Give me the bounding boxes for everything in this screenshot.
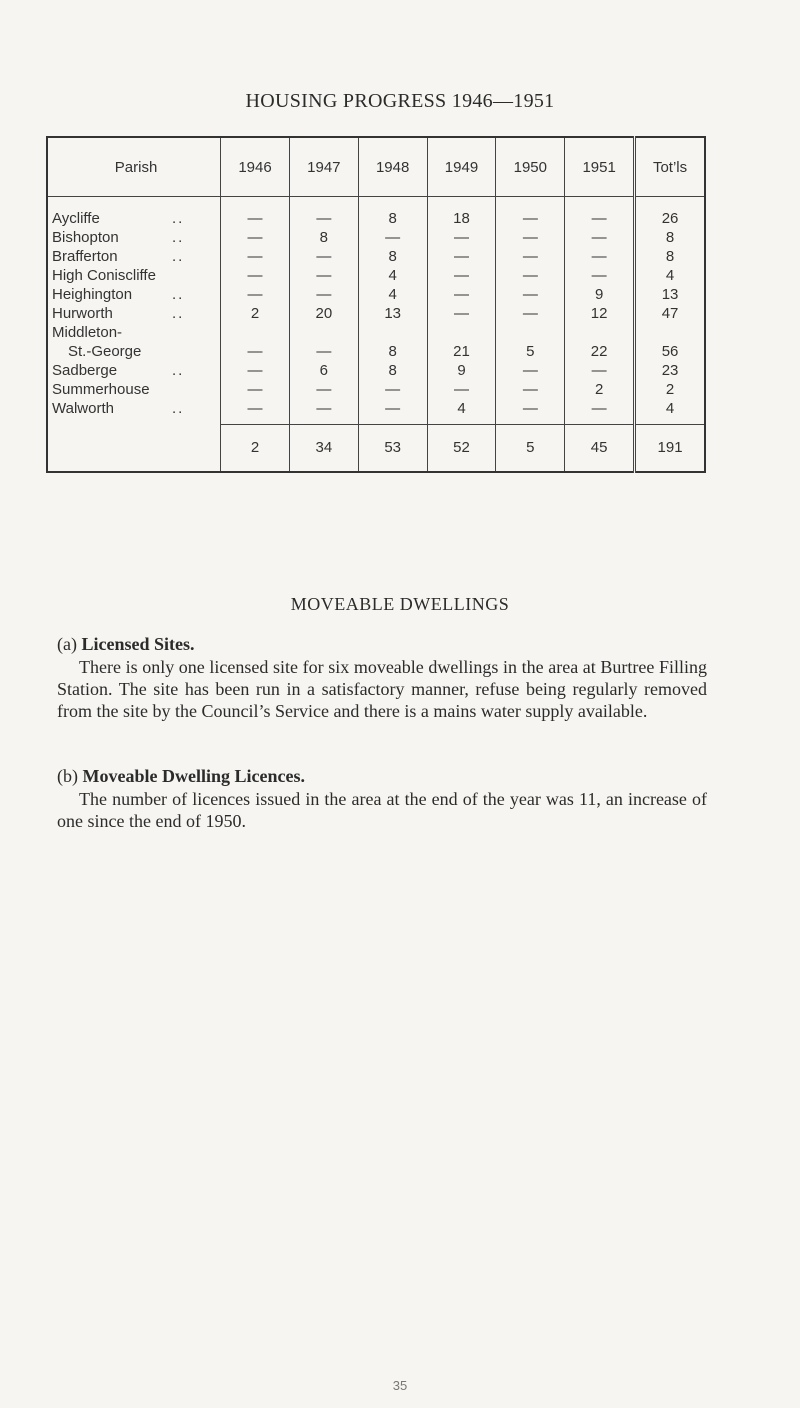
leader-dots: .. bbox=[172, 400, 185, 418]
table-cell: — bbox=[496, 304, 565, 323]
parish-name: Aycliffe bbox=[52, 210, 100, 227]
column-header-7: Tot’ls bbox=[635, 137, 705, 197]
table-cell: 26 bbox=[635, 197, 705, 229]
total-cell: 5 bbox=[496, 425, 565, 473]
subsection-b-text: The number of licences issued in the area at the end of the year was 11, an increase of one since the end of 1950. bbox=[57, 789, 707, 831]
table-cell: — bbox=[221, 342, 290, 361]
column-header-parish: Parish bbox=[47, 137, 221, 197]
subsection-b-title: Moveable Dwelling Licences. bbox=[82, 766, 305, 786]
table-cell: 8 bbox=[358, 342, 427, 361]
housing-progress-table bbox=[46, 136, 706, 473]
table-row bbox=[47, 285, 705, 304]
column-header-2: 1947 bbox=[289, 137, 358, 197]
leader-dots: .. bbox=[172, 305, 185, 322]
table-cell: 8 bbox=[289, 228, 358, 247]
table-cell: 8 bbox=[635, 228, 705, 247]
table-cell bbox=[221, 323, 290, 342]
table-cell bbox=[427, 323, 496, 342]
page-number: 35 bbox=[392, 1378, 408, 1393]
table-cell bbox=[565, 323, 635, 342]
table-row bbox=[47, 247, 705, 266]
table-cell: — bbox=[358, 228, 427, 247]
table-cell: 4 bbox=[427, 399, 496, 425]
table-cell: — bbox=[427, 228, 496, 247]
table-cell: 56 bbox=[635, 342, 705, 361]
table-cell: 20 bbox=[289, 304, 358, 323]
parish-name: High Coniscliffe bbox=[52, 267, 156, 284]
table-cell: — bbox=[358, 380, 427, 399]
parish-name: Walworth bbox=[52, 400, 114, 418]
total-cell: 53 bbox=[358, 425, 427, 473]
parish-name: Summerhouse bbox=[52, 381, 150, 398]
table-row bbox=[47, 323, 705, 342]
table-cell: — bbox=[565, 197, 635, 229]
parish-cell bbox=[47, 304, 221, 323]
parish-cell bbox=[47, 342, 221, 361]
column-header-4: 1949 bbox=[427, 137, 496, 197]
table-cell: 12 bbox=[565, 304, 635, 323]
table-cell: — bbox=[496, 266, 565, 285]
column-header-6: 1951 bbox=[565, 137, 635, 197]
leader-dots: .. bbox=[172, 210, 185, 227]
total-cell: 52 bbox=[427, 425, 496, 473]
subsection-a-label: (a) bbox=[57, 634, 77, 654]
table-row bbox=[47, 304, 705, 323]
table-cell: — bbox=[221, 380, 290, 399]
parish-cell bbox=[47, 323, 221, 342]
table-cell: — bbox=[496, 228, 565, 247]
parish-name: St.-George bbox=[68, 343, 142, 360]
table-cell: — bbox=[496, 399, 565, 425]
table-cell bbox=[635, 323, 705, 342]
parish-name: Hurworth bbox=[52, 305, 113, 322]
totals-row bbox=[47, 425, 705, 473]
table-row bbox=[47, 342, 705, 361]
table-cell: — bbox=[427, 285, 496, 304]
table-cell: — bbox=[289, 342, 358, 361]
table-cell: 2 bbox=[635, 380, 705, 399]
leader-dots: .. bbox=[172, 248, 185, 265]
table-cell bbox=[496, 323, 565, 342]
table-cell: 9 bbox=[565, 285, 635, 304]
table-cell: — bbox=[221, 247, 290, 266]
parish-name: Heighington bbox=[52, 286, 133, 303]
table-cell: 22 bbox=[565, 342, 635, 361]
table-cell: 2 bbox=[565, 380, 635, 399]
table-cell: — bbox=[289, 399, 358, 425]
total-cell: 34 bbox=[289, 425, 358, 473]
parish-cell bbox=[47, 247, 221, 266]
subsection-b-heading bbox=[57, 766, 305, 787]
parish-cell bbox=[47, 285, 221, 304]
table-row bbox=[47, 380, 705, 399]
table-cell: 2 bbox=[221, 304, 290, 323]
table-cell bbox=[358, 323, 427, 342]
table-cell: — bbox=[289, 197, 358, 229]
table-cell: — bbox=[289, 285, 358, 304]
table-cell: — bbox=[496, 285, 565, 304]
column-header-5: 1950 bbox=[496, 137, 565, 197]
totals-label-cell bbox=[47, 425, 221, 473]
table-row bbox=[47, 228, 705, 247]
table-cell: — bbox=[427, 266, 496, 285]
section-heading: MOVEABLE DWELLINGS bbox=[290, 594, 510, 614]
table-cell: — bbox=[289, 247, 358, 266]
table-cell: 13 bbox=[358, 304, 427, 323]
table-cell: 4 bbox=[358, 285, 427, 304]
subsection-a-title: Licensed Sites. bbox=[81, 634, 195, 654]
table-cell: 5 bbox=[496, 342, 565, 361]
parish-cell bbox=[47, 380, 221, 399]
table-cell: 21 bbox=[427, 342, 496, 361]
table-cell: — bbox=[565, 247, 635, 266]
table-row bbox=[47, 197, 705, 229]
subsection-b-label: (b) bbox=[57, 766, 78, 786]
table-cell: — bbox=[221, 197, 290, 229]
subsection-a-text: There is only one licensed site for six moveable dwellings in the area at Burtree Filling Station. The site has been run in a satisfactory manner, refuse being regularly removed from the site by the Council’s Service and there is a mains water supply available. bbox=[57, 657, 707, 721]
total-cell: 2 bbox=[221, 425, 290, 473]
parish-cell bbox=[47, 228, 221, 247]
table-cell: 4 bbox=[635, 266, 705, 285]
table-cell: — bbox=[221, 285, 290, 304]
table-cell: 8 bbox=[635, 247, 705, 266]
parish-cell bbox=[47, 197, 221, 229]
table-cell: — bbox=[221, 361, 290, 380]
table-cell: — bbox=[427, 304, 496, 323]
parish-cell bbox=[47, 361, 221, 380]
table-cell: — bbox=[427, 247, 496, 266]
total-cell: 45 bbox=[565, 425, 635, 473]
table-cell: — bbox=[565, 228, 635, 247]
leader-dots: .. bbox=[172, 229, 185, 246]
page-title: HOUSING PROGRESS 1946—1951 bbox=[245, 90, 555, 112]
table-cell: 8 bbox=[358, 247, 427, 266]
table-cell: — bbox=[221, 399, 290, 425]
table-cell: — bbox=[221, 266, 290, 285]
table-cell: — bbox=[427, 380, 496, 399]
table-row bbox=[47, 361, 705, 380]
table-cell: 23 bbox=[635, 361, 705, 380]
table-cell: 6 bbox=[289, 361, 358, 380]
table-cell: — bbox=[496, 197, 565, 229]
table-cell: 8 bbox=[358, 361, 427, 380]
leader-dots: .. bbox=[172, 362, 185, 379]
table-cell: 47 bbox=[635, 304, 705, 323]
parish-cell bbox=[47, 266, 221, 285]
table-cell: — bbox=[496, 361, 565, 380]
table-cell: — bbox=[496, 247, 565, 266]
parish-name: Bishopton bbox=[52, 229, 119, 246]
table-cell: — bbox=[289, 380, 358, 399]
total-cell: 191 bbox=[635, 425, 705, 473]
table-cell: 8 bbox=[358, 197, 427, 229]
table-cell: — bbox=[221, 228, 290, 247]
leader-dots: .. bbox=[172, 286, 185, 303]
parish-name: Brafferton bbox=[52, 248, 118, 265]
table-cell: 4 bbox=[358, 266, 427, 285]
table-cell: — bbox=[289, 266, 358, 285]
table-header-row bbox=[47, 137, 705, 197]
column-header-1: 1946 bbox=[221, 137, 290, 197]
table-cell: — bbox=[358, 399, 427, 425]
column-header-3: 1948 bbox=[358, 137, 427, 197]
table-cell: — bbox=[496, 380, 565, 399]
table-cell: 4 bbox=[635, 399, 705, 425]
table-cell: 13 bbox=[635, 285, 705, 304]
subsection-a-heading bbox=[57, 634, 195, 655]
table-cell bbox=[289, 323, 358, 342]
parish-name: Sadberge bbox=[52, 362, 118, 379]
table-cell: 18 bbox=[427, 197, 496, 229]
table-cell: — bbox=[565, 399, 635, 425]
table-row bbox=[47, 399, 705, 425]
table-row bbox=[47, 266, 705, 285]
table-cell: — bbox=[565, 361, 635, 380]
parish-cell bbox=[47, 399, 221, 425]
parish-name: Middleton- bbox=[52, 324, 123, 341]
table-cell: — bbox=[565, 266, 635, 285]
table-cell: 9 bbox=[427, 361, 496, 380]
